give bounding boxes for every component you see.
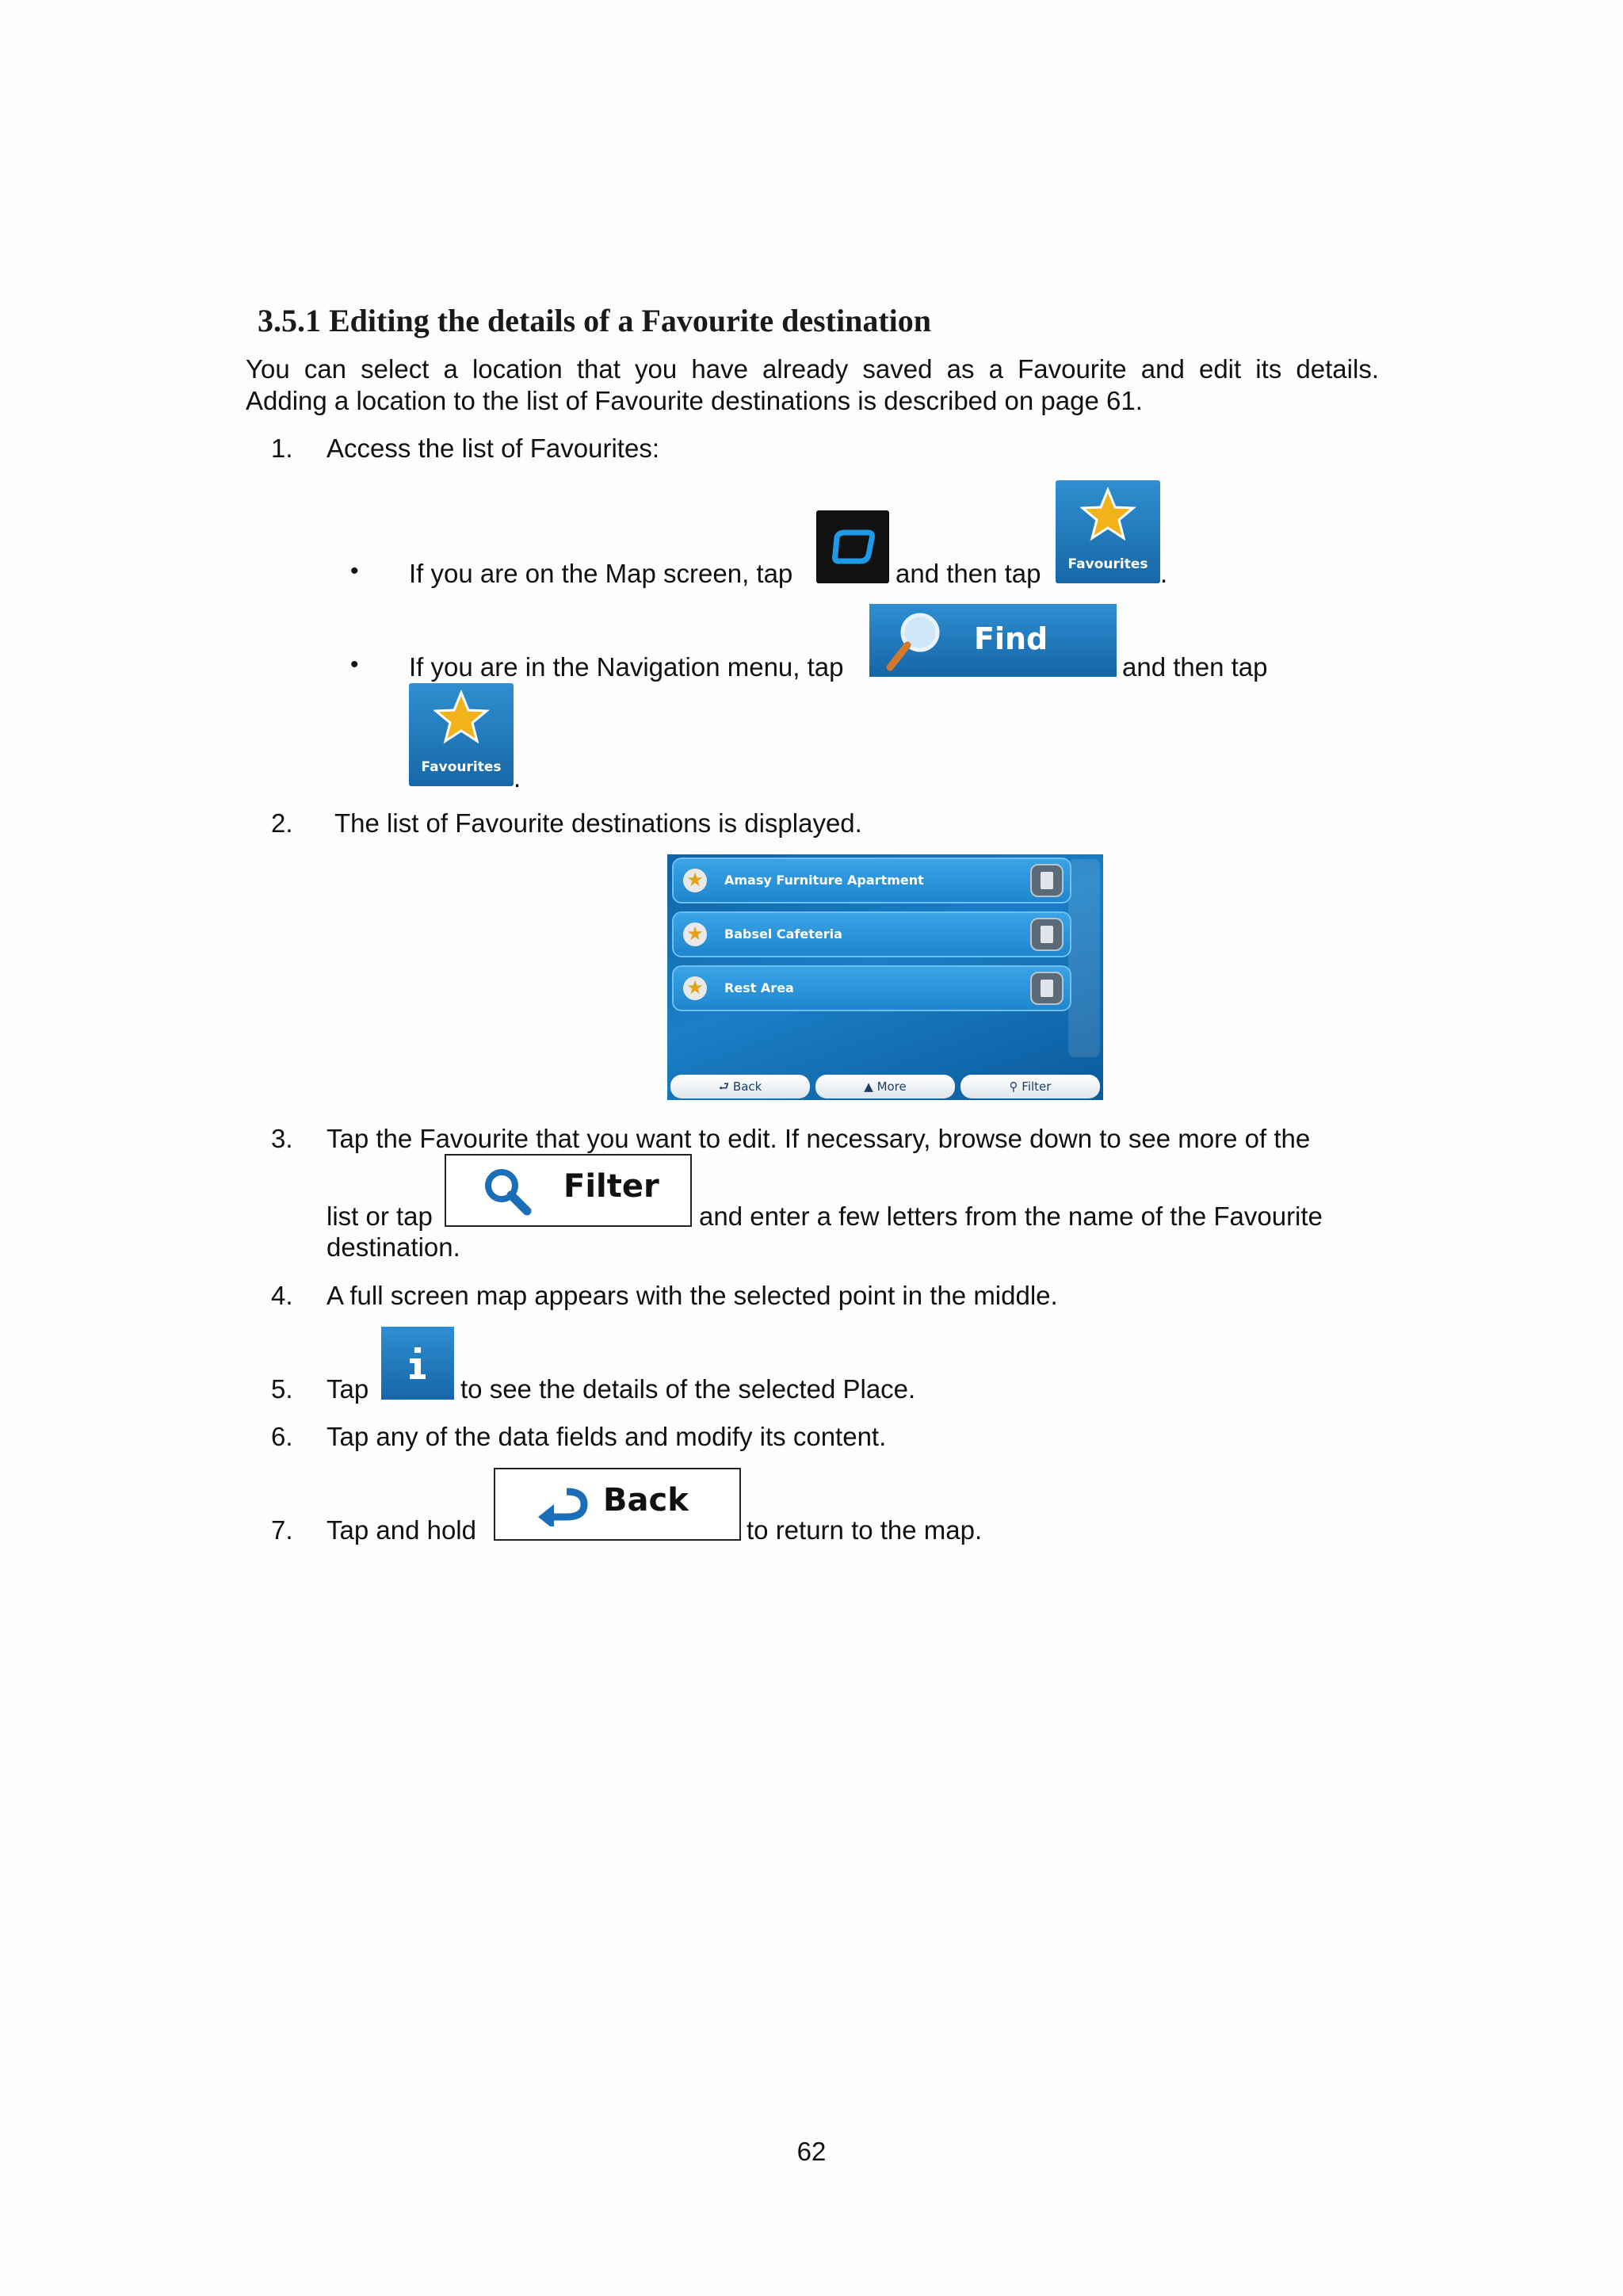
step-6-number: 6. <box>271 1422 293 1451</box>
star-icon <box>1080 487 1136 542</box>
favourites-list-screenshot <box>667 854 1103 1100</box>
step-7-number: 7. <box>271 1515 293 1545</box>
star-icon: ★ <box>683 869 707 892</box>
bullet-2-dot: • <box>350 651 359 678</box>
magnifier-icon <box>884 607 947 674</box>
screen-more-label: More <box>876 1079 907 1094</box>
step-3-text-post: and enter a few letters from the name of the Favourite <box>699 1201 1323 1231</box>
bullet-1-dot: • <box>350 558 359 584</box>
intro-line-1: You can select a location that you have already saved as a Favourite and edit its details. <box>246 354 1379 384</box>
list-item[interactable] <box>672 858 1071 904</box>
bullet-2-text-mid: and then tap <box>1122 652 1268 682</box>
screen-filter-label: Filter <box>1022 1079 1052 1094</box>
favourites-button[interactable] <box>1056 480 1160 583</box>
favourites-button-2-label: Favourites <box>421 759 502 775</box>
trash-icon[interactable] <box>1030 918 1064 951</box>
info-button[interactable] <box>381 1327 454 1400</box>
chevron-up-icon: ▲ <box>864 1079 877 1094</box>
list-item[interactable] <box>672 965 1071 1011</box>
menu-button[interactable] <box>816 510 889 583</box>
step-2-number: 2. <box>271 808 293 838</box>
trash-icon[interactable] <box>1030 864 1064 897</box>
step-3-number: 3. <box>271 1124 293 1153</box>
list-item-label: Babsel Cafeteria <box>724 926 842 942</box>
intro-line-2: Adding a location to the list of Favourite destinations is described on page 61. <box>246 386 1143 415</box>
step-5-number: 5. <box>271 1374 293 1404</box>
step-4-number: 4. <box>271 1281 293 1310</box>
find-button-label: Find <box>974 621 1048 656</box>
star-icon <box>433 690 489 745</box>
search-icon <box>481 1165 533 1217</box>
search-icon: ⚲ <box>1009 1079 1022 1094</box>
trash-icon[interactable] <box>1030 972 1064 1005</box>
step-3-line-1: Tap the Favourite that you want to edit. If necessary, browse down to see more of the <box>327 1124 1311 1153</box>
page-number: 62 <box>796 2137 827 2166</box>
step-7-text-post: to return to the map. <box>747 1515 983 1545</box>
bullet-1-end: . <box>1160 559 1168 588</box>
step-2-text: The list of Favourite destinations is displayed. <box>334 808 862 838</box>
section-title: 3.5.1 Editing the details of a Favourite destination <box>258 303 932 338</box>
info-icon <box>381 1327 454 1400</box>
screen-back-label: Back <box>732 1079 762 1094</box>
bullet-2-end: . <box>514 763 521 793</box>
back-button[interactable] <box>494 1468 741 1541</box>
bullet-1-text-pre: If you are on the Map screen, tap <box>409 559 793 588</box>
step-3-text-pre: list or tap <box>327 1201 433 1231</box>
screen-more-button[interactable] <box>815 1075 955 1098</box>
filter-button[interactable] <box>445 1154 692 1227</box>
menu-icon <box>816 510 889 583</box>
list-item-label: Rest Area <box>724 980 794 995</box>
list-item[interactable] <box>672 911 1071 957</box>
intro-paragraph <box>246 353 1379 417</box>
list-item-label: Amasy Furniture Apartment <box>724 873 924 888</box>
step-5-text-post: to see the details of the selected Place. <box>460 1374 916 1404</box>
screen-back-button[interactable] <box>670 1075 810 1098</box>
filter-button-label: Filter <box>563 1168 659 1205</box>
back-button-label: Back <box>603 1482 689 1519</box>
step-3-line-3: destination. <box>327 1232 460 1262</box>
back-arrow-icon <box>535 1487 590 1526</box>
scroll-column[interactable] <box>1068 859 1100 1057</box>
favourites-button-label: Favourites <box>1067 556 1148 572</box>
favourites-button-2[interactable] <box>409 683 514 786</box>
back-arrow-icon: ⮐ <box>718 1079 733 1094</box>
star-icon: ★ <box>683 923 707 946</box>
step-4-text: A full screen map appears with the selected point in the middle. <box>327 1281 1058 1310</box>
step-6-text: Tap any of the data fields and modify its content. <box>327 1422 887 1451</box>
step-7-text-pre: Tap and hold <box>327 1515 476 1545</box>
bullet-1-text-mid: and then tap <box>896 559 1041 588</box>
find-button[interactable] <box>869 604 1117 677</box>
step-1-text: Access the list of Favourites: <box>327 434 659 463</box>
bullet-2-text-pre: If you are in the Navigation menu, tap <box>409 652 844 682</box>
star-icon: ★ <box>683 976 707 1000</box>
step-5-text-pre: Tap <box>327 1374 369 1404</box>
step-1-number: 1. <box>271 434 293 463</box>
screen-filter-button[interactable] <box>960 1075 1100 1098</box>
